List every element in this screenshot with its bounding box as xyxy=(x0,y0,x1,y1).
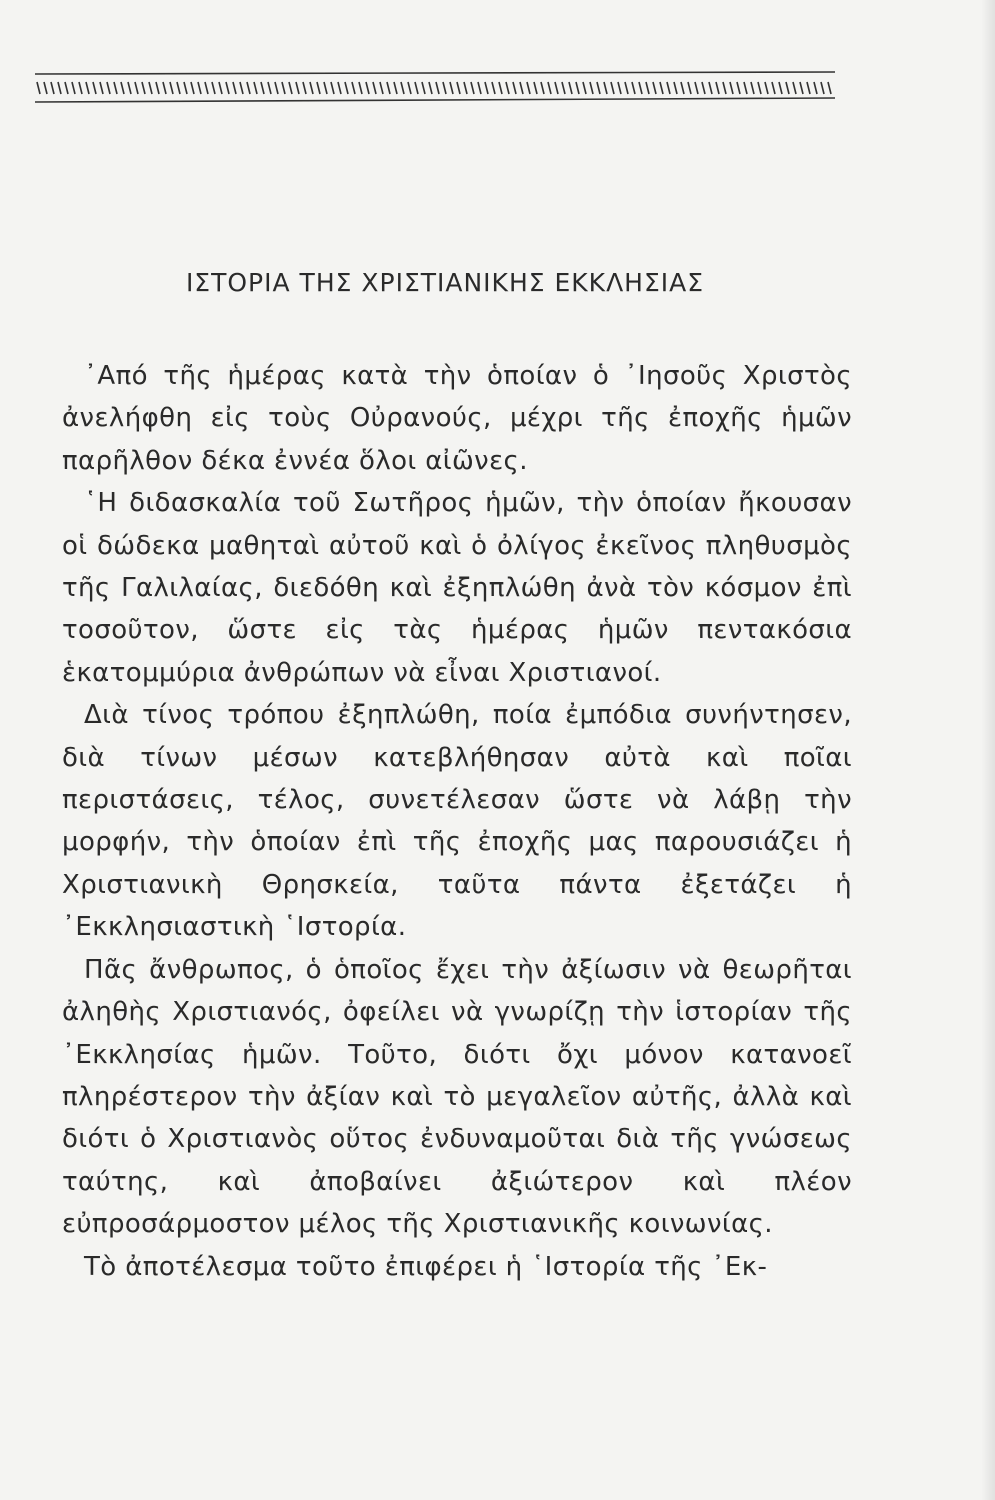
paragraph-4: Πᾶς ἄνθρωπος, ὁ ὁποῖος ἔχει τὴν ἀξίωσιν νὰ θεωρῆται ἀληθὴς Χριστιανός, ὀφείλει νὰ γνωρίζῃ τὴν ἱστορίαν τῆς ᾿Εκκλησίας ἡμῶν. Τοῦτο, διότι ὄχι μόνον κατανοεῖ πληρέστερον τὴν ἀξίαν καὶ τὸ μεγαλεῖον αὐτῆς, ἀλλὰ καὶ διότι ὁ Χριστιανὸς οὕτος ἐνδυναμοῦται διὰ τῆς γνώσεως ταύτης, καὶ ἀποβαίνει ἀξιώτερον καὶ πλέον εὐπροσάρμοστον μέλος τῆς Χριστιανικῆς κοινωνίας. xyxy=(62,954,852,1240)
page-edge-shadow xyxy=(981,0,995,1500)
paragraph-1: ᾿Από τῆς ἡμέρας κατὰ τὴν ὁποίαν ὁ ᾿Ιησοῦς Χριστὸς ἀνελήφθη εἰς τοὺς Οὐρανούς, μέχρι τῆς ἐποχῆς ἡμῶν παρῆλθον δέκα ἐννέα ὅλοι αἰῶνες. xyxy=(62,361,852,476)
decorative-header-border xyxy=(35,68,835,124)
chapter-title: ΙΣΤΟΡΙΑ ΤΗΣ ΧΡΙΣΤΙΑΝΙΚΗΣ ΕΚΚΛΗΣΙΑΣ xyxy=(185,268,705,297)
paragraph-5: Τὸ ἀποτέλεσμα τοῦτο ἐπιφέρει ἡ ῾Ιστορία τῆς ᾿Εκ- xyxy=(84,1251,768,1282)
paragraph-2: ῾Η διδασκαλία τοῦ Σωτῆρος ἡμῶν, τὴν ὁποίαν ἤκουσαν οἱ δώδεκα μαθηταὶ αὐτοῦ καὶ ὁ ὀλίγος ἐκεῖνος πληθυσμὸς τῆς Γαλιλαίας, διεδόθη καὶ ἐξηπλώθη ἀνὰ τὸν κόσμον ἐπὶ τοσοῦτον, ὥστε εἰς τὰς ἡμέρας ἡμῶν πεντακόσια ἑκατομμύρια ἀνθρώπων νὰ εἶναι Χριστιανοί. xyxy=(62,488,852,688)
body-text xyxy=(62,355,852,1288)
paragraph-3: Διὰ τίνος τρόπου ἐξηπλώθη, ποία ἐμπόδια συνήντησεν, διὰ τίνων μέσων κατεβλήθησαν αὐτὰ καὶ ποῖαι περιστάσεις, τέλος, συνετέλεσαν ὥστε νὰ λάβῃ τὴν μορφήν, τὴν ὁποίαν ἐπὶ τῆς ἐποχῆς μας παρουσιάζει ἡ Χριστιανικὴ Θρησκεία, ταῦτα πάντα ἐξετάζει ἡ ᾿Εκκλησιαστικὴ ῾Ιστορία. xyxy=(62,700,852,943)
